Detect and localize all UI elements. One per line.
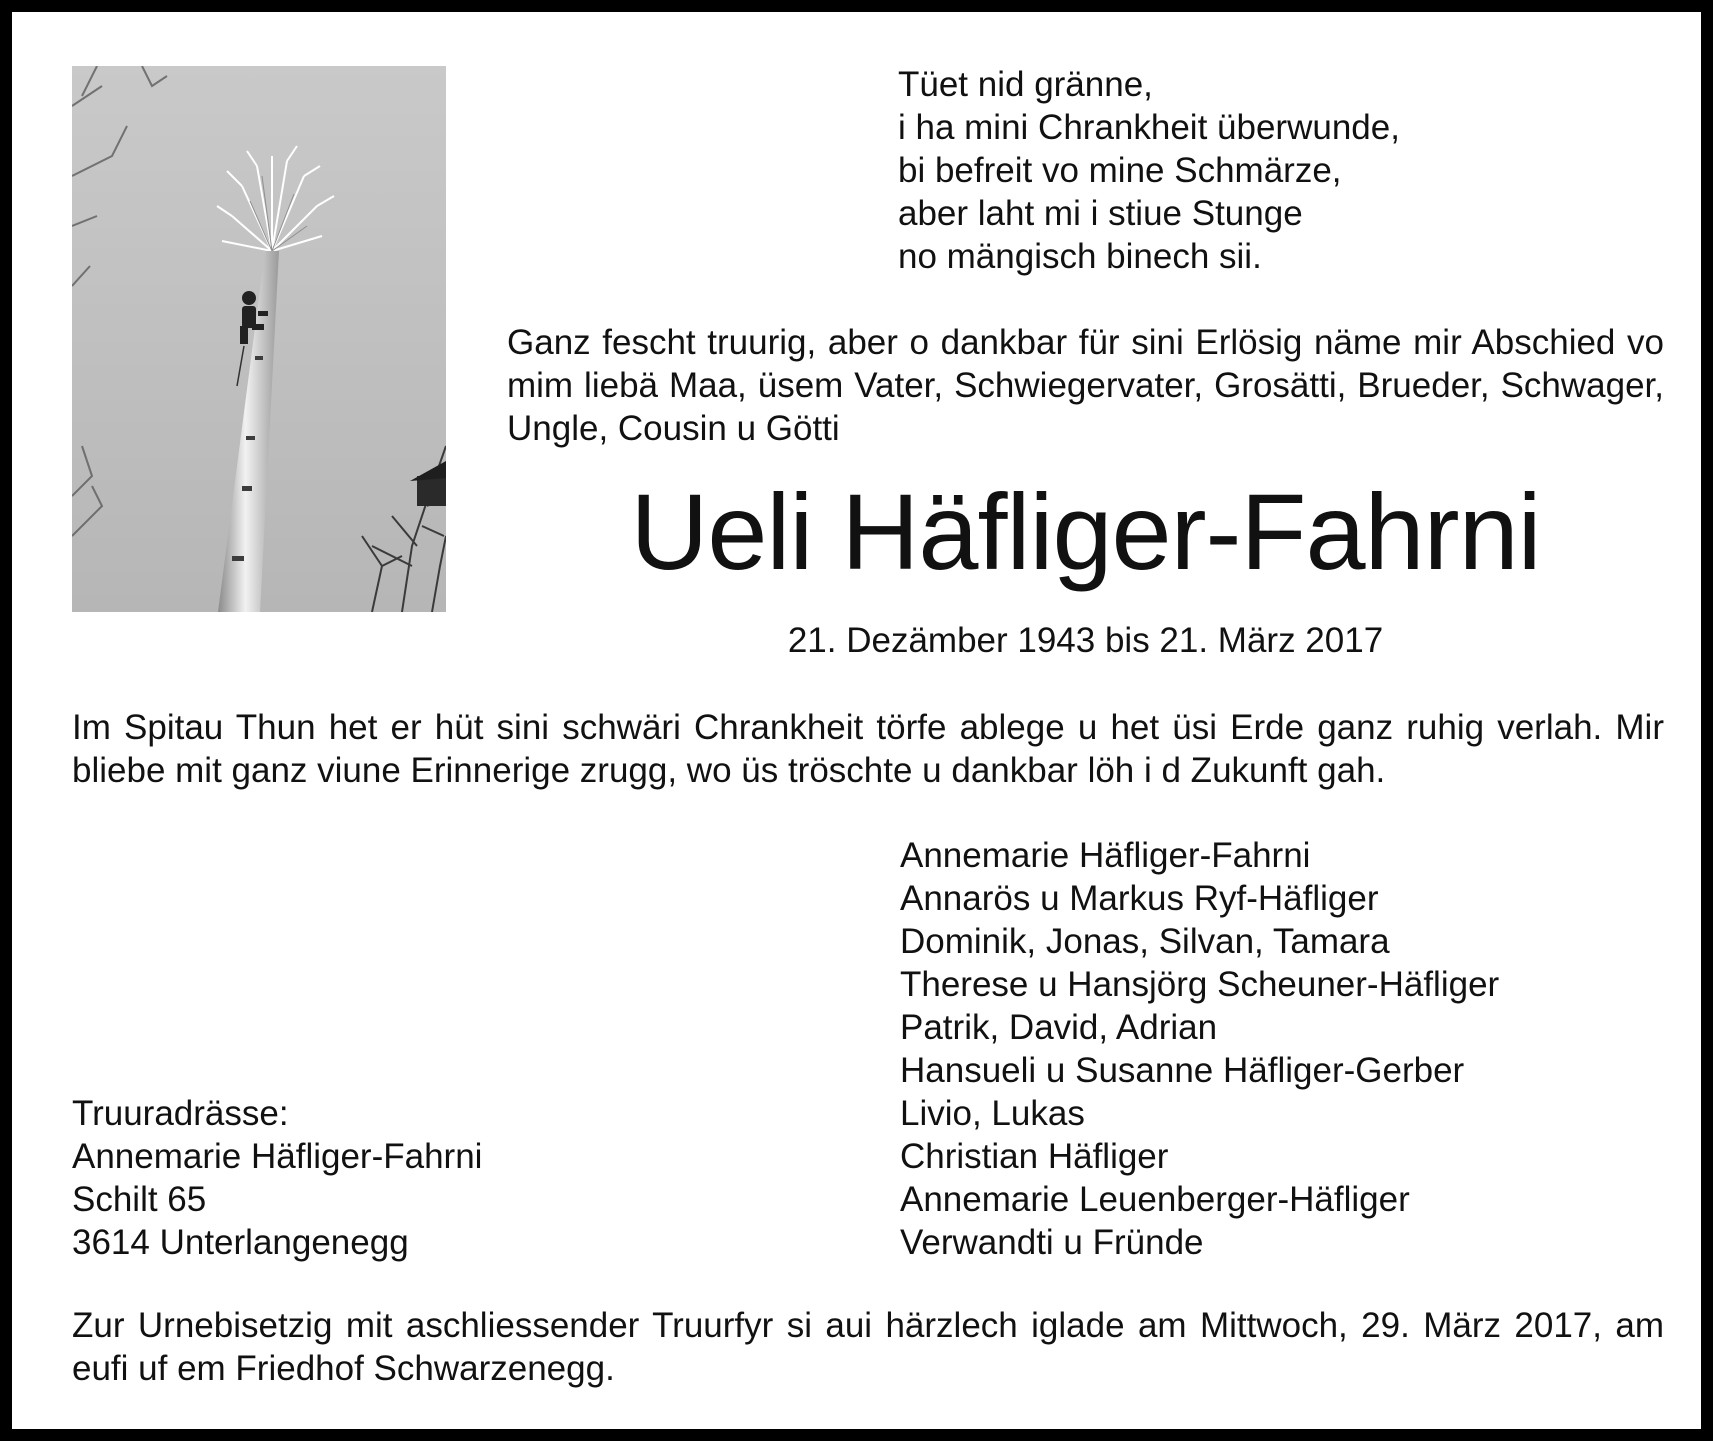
mourner-entry: Livio, Lukas (900, 1094, 1085, 1133)
address-label: Truuradrässe: (72, 1094, 289, 1133)
mourner-entry: Therese u Hansjörg Scheuner-Häfliger (900, 965, 1500, 1004)
mourner-entry: Verwandti u Fründe (900, 1223, 1204, 1262)
poem-line: no mängisch binech sii. (898, 237, 1262, 276)
poem-line: aber laht mi i stiue Stunge (898, 194, 1303, 233)
address-street: Schilt 65 (72, 1180, 207, 1219)
deceased-name: Ueli Häfliger-Fahrni (630, 471, 1541, 592)
poem (898, 63, 1400, 278)
poem-line: bi befreit vo mine Schmärze, (898, 151, 1342, 190)
poem-line: Tüet nid gränne, (898, 65, 1153, 104)
mourner-entry: Annemarie Leuenberger-Häfliger (900, 1180, 1410, 1219)
memorial-photo (72, 66, 446, 612)
address-name: Annemarie Häfliger-Fahrni (72, 1137, 483, 1176)
life-dates: 21. Dezämber 1943 bis 21. März 2017 (787, 621, 1384, 660)
passing-paragraph: Im Spitau Thun het er hüt sini schwäri Chrankheit törfe ablege u het üsi Erde ganz ruhig verlah. Mir bliebe mit ganz viune Erinnerige zrugg, wo üs tröschte u dankbar löh i d Zukunft gah. (72, 708, 1664, 790)
mourner-entry: Annarös u Markus Ryf-Häfliger (900, 879, 1379, 918)
mourning-address (72, 1092, 482, 1264)
mourner-entry: Annemarie Häfliger-Fahrni (900, 836, 1311, 875)
poem-line: i ha mini Chrankheit überwunde, (898, 108, 1400, 147)
mourner-entry: Christian Häfliger (900, 1137, 1169, 1176)
address-city: 3614 Unterlangenegg (72, 1223, 409, 1262)
mourner-entry: Patrik, David, Adrian (900, 1008, 1218, 1047)
mourners-list (900, 834, 1499, 1264)
mourner-entry: Dominik, Jonas, Silvan, Tamara (900, 922, 1390, 961)
mourner-entry: Hansueli u Susanne Häfliger-Gerber (900, 1051, 1465, 1090)
service-paragraph: Zur Urnebisetzig mit aschliessender Truurfyr si aui härzlech iglade am Mittwoch, 29. März 2017, am eufi uf em Friedhof Schwarzenegg. (72, 1306, 1664, 1388)
intro-paragraph: Ganz fescht truurig, aber o dankbar für sini Erlösig näme mir Abschied vo mim liebä Maa, üsem Vater, Schwiegervater, Grosätti, Brueder, Schwager, Ungle, Cousin u Götti (507, 323, 1664, 448)
tree-climber-photo-icon (72, 66, 446, 612)
